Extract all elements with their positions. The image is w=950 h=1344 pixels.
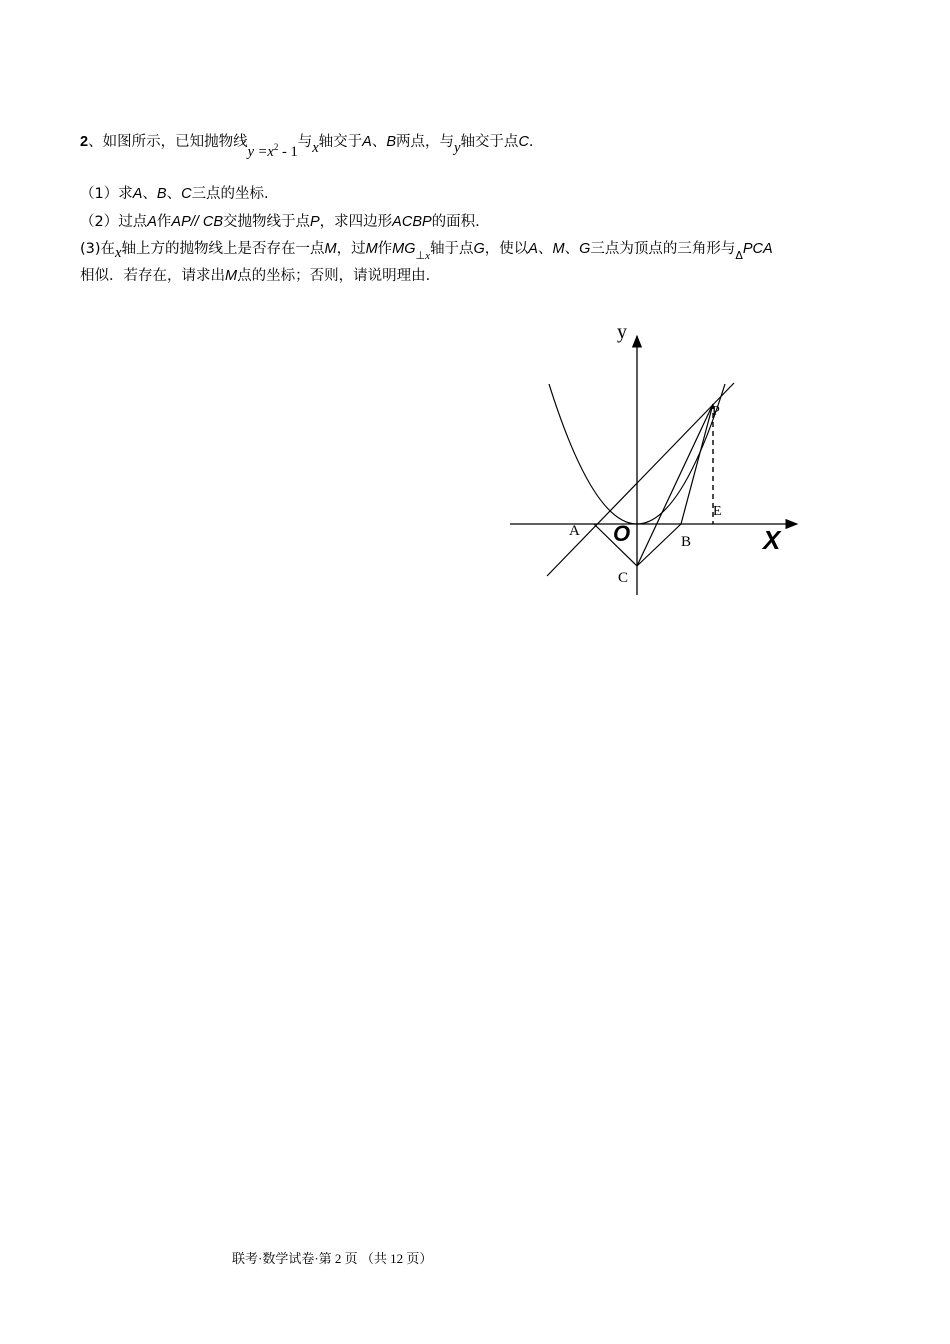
parallel-symbol: // bbox=[190, 214, 203, 230]
part-text: 轴上方的抛物线上是否存在一点 bbox=[121, 241, 325, 257]
part-text: 三点的坐标. bbox=[191, 186, 269, 202]
sep: 、 bbox=[166, 186, 182, 202]
var-x: x bbox=[115, 245, 122, 261]
eq-tail: - 1 bbox=[278, 144, 298, 160]
question-stem bbox=[80, 130, 534, 160]
eq-x: =x bbox=[254, 144, 274, 160]
label-c: C bbox=[618, 570, 629, 586]
line-ap bbox=[547, 383, 734, 576]
point-b: B bbox=[156, 186, 167, 202]
eq-sup: 2 bbox=[273, 142, 279, 153]
point-m: M bbox=[324, 241, 337, 257]
part-label: （2）过点 bbox=[80, 214, 148, 230]
triangle-symbol: Δ bbox=[735, 249, 743, 262]
point-a: A bbox=[132, 186, 143, 202]
label-b: B bbox=[681, 534, 692, 550]
stem-text: 轴交于点 bbox=[460, 134, 519, 150]
point-p: P bbox=[310, 214, 320, 230]
part-text: 作 bbox=[377, 241, 393, 257]
stem-text: . bbox=[528, 134, 534, 150]
part-3-line-2 bbox=[80, 264, 430, 285]
var-x: x bbox=[312, 140, 319, 156]
part-text: ，过 bbox=[336, 241, 366, 257]
point-a: A bbox=[528, 241, 538, 257]
part-text: 点的坐标；否则，请说明理由. bbox=[237, 268, 431, 284]
point-m: M bbox=[552, 241, 565, 257]
point-a: A bbox=[147, 214, 157, 230]
label-e: E bbox=[713, 504, 722, 519]
point-m: M bbox=[365, 241, 378, 257]
question-number: 2 bbox=[80, 134, 89, 150]
part-text: 三点为顶点的三角形与 bbox=[590, 241, 736, 257]
eq-y: y bbox=[247, 144, 255, 160]
var-x: x bbox=[425, 250, 431, 262]
part-text: ，使以 bbox=[484, 241, 529, 257]
part-text: 轴于点 bbox=[430, 241, 474, 257]
quad-acbp: ACBP bbox=[392, 214, 432, 230]
stem-text: 、如图所示，已知抛物线 bbox=[88, 134, 248, 150]
stem-text: 两点，与 bbox=[396, 134, 454, 150]
stem-text: 、 bbox=[371, 134, 387, 150]
stem-text: 轴交于 bbox=[318, 134, 363, 150]
part-label: (3)在 bbox=[80, 241, 116, 257]
part-text: ，求四边形 bbox=[319, 214, 393, 230]
label-p: P bbox=[712, 404, 720, 419]
sep: 、 bbox=[537, 241, 553, 257]
point-b: B bbox=[386, 134, 396, 150]
parabola-figure bbox=[505, 318, 805, 603]
page-footer: 联考·数学试卷·第 2 页 （共 12 页） bbox=[232, 1251, 433, 1266]
perp-symbol: ⊥ bbox=[415, 249, 426, 262]
point-g: G bbox=[473, 241, 485, 257]
part-text: 的面积. bbox=[431, 214, 480, 230]
label-a: A bbox=[569, 523, 580, 539]
point-c: C bbox=[518, 134, 529, 150]
part-2 bbox=[80, 210, 480, 231]
part-text: 交抛物线于点 bbox=[223, 214, 310, 230]
sep: 、 bbox=[564, 241, 580, 257]
stem-text: 与 bbox=[297, 134, 313, 150]
segment-ap: AP bbox=[171, 214, 191, 230]
segment-cb: CB bbox=[202, 214, 223, 230]
point-c: C bbox=[181, 186, 192, 202]
part-1 bbox=[80, 182, 269, 203]
sep: 、 bbox=[142, 186, 157, 202]
part-label: （1）求 bbox=[80, 186, 133, 202]
label-x-axis: X bbox=[763, 525, 781, 555]
label-origin: O bbox=[613, 521, 631, 546]
part-text: 作 bbox=[156, 214, 172, 230]
triangle-pca: PCA bbox=[742, 241, 773, 257]
equation bbox=[248, 144, 298, 160]
part-text: 相似．若存在，请求出 bbox=[80, 268, 225, 284]
point-a: A bbox=[362, 134, 372, 150]
part-3 bbox=[80, 237, 773, 262]
label-y-axis: y bbox=[617, 321, 627, 343]
segment-cp bbox=[637, 404, 713, 566]
segment-mg: MG bbox=[392, 241, 416, 257]
var-y: y bbox=[454, 140, 461, 156]
point-g: G bbox=[579, 241, 591, 257]
point-m: M bbox=[225, 268, 238, 284]
segment-cb bbox=[637, 524, 681, 566]
